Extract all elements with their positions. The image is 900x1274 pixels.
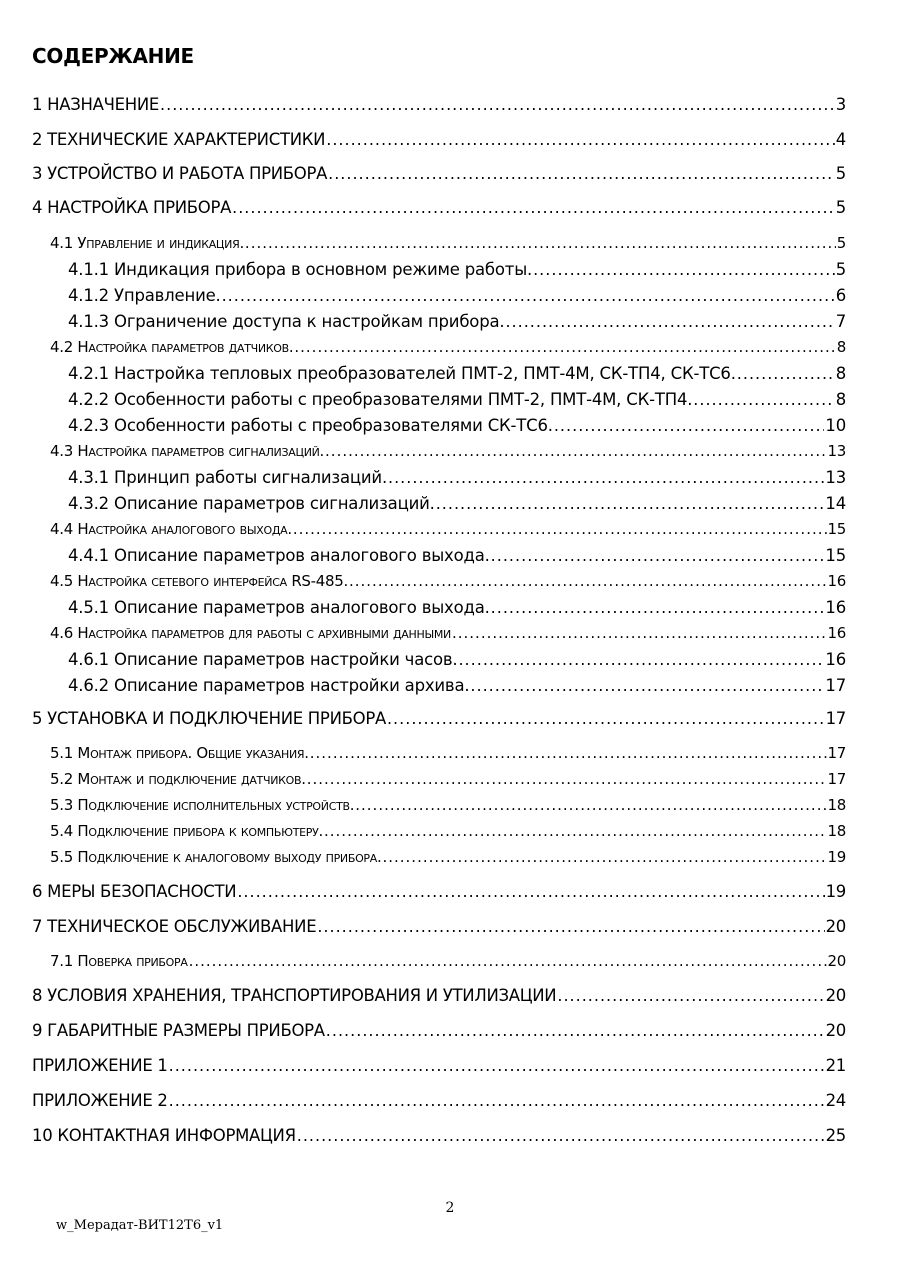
toc-entry-title: 5 УСТАНОВКА И ПОДКЛЮЧЕНИЕ ПРИБОРА (32, 709, 386, 728)
toc-entry-title: 5.1 Монтаж прибора. Общие указания. (50, 744, 309, 762)
toc-dot-leader (452, 624, 827, 642)
toc-entry-page: 20 (827, 952, 846, 970)
toc-entry[interactable] (68, 650, 846, 669)
toc-entry[interactable] (32, 1056, 846, 1075)
toc-entry-title: 4.3.2 Описание параметров сигнализаций. (68, 494, 435, 513)
toc-entry[interactable] (68, 390, 846, 409)
toc-entry-page: 15 (825, 546, 846, 565)
toc-entry[interactable] (68, 312, 846, 331)
toc-entry-page: 15 (827, 520, 846, 538)
toc-entry-page: 5 (836, 234, 846, 252)
toc-entry-page: 19 (825, 882, 846, 901)
toc-entry-page: 20 (825, 917, 846, 936)
toc-dot-leader (297, 1126, 825, 1145)
toc-dot-leader (324, 822, 827, 840)
toc-entry-title: 4.4.1 Описание параметров аналогового выхода. (68, 546, 490, 565)
toc-entry-page: 19 (827, 848, 846, 866)
toc-entry-page: 8 (836, 338, 846, 356)
toc-entry-title: 4.3 Настройка параметров сигнализаций. (50, 442, 325, 460)
toc-entry-page: 8 (835, 390, 846, 409)
page-number: 2 (445, 1200, 455, 1216)
toc-entry-page: 17 (825, 676, 846, 695)
toc-entry[interactable] (50, 572, 846, 590)
toc-entry[interactable] (68, 598, 846, 617)
toc-entry-title: 7 ТЕХНИЧЕСКОЕ ОБСЛУЖИВАНИЕ (32, 917, 317, 936)
toc-dot-leader (294, 338, 835, 356)
toc-entry-title: ПРИЛОЖЕНИЕ 2 (32, 1091, 168, 1110)
toc-entry-title: 7.1 Поверка прибора (50, 952, 188, 970)
toc-entry[interactable] (32, 986, 846, 1005)
toc-dot-leader (533, 260, 835, 279)
toc-entry-page: 17 (827, 744, 846, 762)
toc-entry-page: 6 (835, 286, 846, 305)
toc-entry-page: 5 (835, 198, 846, 217)
toc-entry-title: 4.3.1 Принцип работы сигнализаций. (68, 468, 387, 487)
toc-entry-title: 4.2.2 Особенности работы с преобразователями ПМТ-2, ПМТ-4М, СК-ТП4. (68, 390, 693, 409)
toc-title: СОДЕРЖАНИЕ (32, 44, 194, 68)
toc-entry[interactable] (32, 1021, 846, 1040)
toc-entry-page: 7 (835, 312, 846, 331)
toc-dot-leader (325, 442, 826, 460)
toc-entry[interactable] (32, 198, 846, 217)
toc-entry-page: 17 (827, 770, 846, 788)
toc-entry-page: 14 (825, 494, 846, 513)
toc-entry-page: 5 (835, 260, 846, 279)
toc-dot-leader (355, 796, 826, 814)
toc-dot-leader (349, 572, 827, 590)
toc-entry[interactable] (68, 364, 846, 383)
toc-entry-page: 16 (827, 572, 846, 590)
toc-entry-page: 16 (825, 598, 846, 617)
toc-entry[interactable] (50, 338, 846, 356)
toc-entry-title: 3 УСТРОЙСТВО И РАБОТА ПРИБОРА (32, 164, 328, 183)
toc-entry-page: 8 (835, 364, 846, 383)
toc-entry-page: 25 (825, 1126, 846, 1145)
toc-entry-title: 4.6.2 Описание параметров настройки архива. (68, 676, 470, 695)
toc-entry-page: 18 (827, 822, 846, 840)
toc-entry[interactable] (50, 952, 846, 970)
toc-entry[interactable] (32, 882, 846, 901)
toc-dot-leader (382, 848, 826, 866)
toc-entry[interactable] (50, 744, 846, 762)
toc-entry-title: 4.2.1 Настройка тепловых преобразователей ПМТ-2, ПМТ-4М, СК-ТП4, СК-ТС6. (68, 364, 736, 383)
toc-entry[interactable] (50, 624, 846, 642)
toc-entry-title: 4.1.1 Индикация прибора в основном режиме работы. (68, 260, 533, 279)
toc-dot-leader (326, 1021, 825, 1040)
toc-entry[interactable] (50, 848, 846, 866)
toc-entry-title: 10 КОНТАКТНАЯ ИНФОРМАЦИЯ (32, 1126, 296, 1145)
toc-entry[interactable] (50, 234, 846, 252)
toc-entry-title: 4.2 Настройка параметров датчиков. (50, 338, 294, 356)
toc-dot-leader (317, 917, 824, 936)
toc-entry-page: 13 (827, 442, 846, 460)
toc-entry[interactable] (68, 546, 846, 565)
toc-entry[interactable] (50, 770, 846, 788)
toc-entry[interactable] (50, 520, 846, 538)
toc-dot-leader (436, 494, 825, 513)
toc-dot-leader (189, 952, 827, 970)
toc-entry[interactable] (68, 676, 846, 695)
toc-entry-page: 18 (827, 796, 846, 814)
toc-entry-title: 4.6.1 Описание параметров настройки часов. (68, 650, 458, 669)
toc-entry-title: 4.1.3 Ограничение доступа к настройкам прибора. (68, 312, 505, 331)
toc-entry[interactable] (32, 95, 846, 114)
toc-entry-page: 20 (825, 1021, 846, 1040)
toc-entry-title: 4.1 Управление и индикация. (50, 234, 244, 252)
toc-dot-leader (693, 390, 834, 409)
toc-entry-page: 3 (835, 95, 846, 114)
toc-dot-leader (458, 650, 824, 669)
toc-dot-leader (557, 986, 824, 1005)
toc-dot-leader (307, 770, 827, 788)
toc-dot-leader (160, 95, 835, 114)
toc-dot-leader (387, 709, 825, 728)
toc-entry[interactable] (32, 709, 846, 728)
toc-dot-leader (293, 520, 827, 538)
toc-entry[interactable] (68, 494, 846, 513)
toc-entry-title: 4.2.3 Особенности работы с преобразователями СК-ТС6. (68, 416, 553, 435)
toc-entry[interactable] (68, 468, 846, 487)
toc-entry-page: 5 (835, 164, 846, 183)
toc-entry-page: 17 (825, 709, 846, 728)
toc-entry-title: 6 МЕРЫ БЕЗОПАСНОСТИ (32, 882, 237, 901)
toc-entry[interactable] (32, 130, 846, 149)
toc-dot-leader (554, 416, 825, 435)
toc-entry[interactable] (50, 796, 846, 814)
toc-dot-leader (222, 286, 835, 305)
toc-dot-leader (232, 198, 835, 217)
toc-entry-title: 4.6 Настройка параметров для работы с архивными данными (50, 624, 451, 642)
toc-entry-title: 1 НАЗНАЧЕНИЕ (32, 95, 160, 114)
toc-entry[interactable] (68, 260, 846, 279)
toc-entry[interactable] (50, 442, 846, 460)
toc-entry-page: 13 (825, 468, 846, 487)
toc-dot-leader (169, 1091, 825, 1110)
toc-entry[interactable] (50, 822, 846, 840)
toc-dot-leader (326, 130, 835, 149)
toc-dot-leader (310, 744, 827, 762)
toc-dot-leader (737, 364, 835, 383)
toc-entry[interactable] (32, 1126, 846, 1145)
toc-entry-page: 21 (825, 1056, 846, 1075)
toc-entry[interactable] (68, 286, 846, 305)
toc-entry-page: 16 (827, 624, 846, 642)
toc-entry-title: ПРИЛОЖЕНИЕ 1 (32, 1056, 168, 1075)
toc-entry-title: 5.4 Подключение прибора к компьютеру. (50, 822, 323, 840)
toc-dot-leader (505, 312, 834, 331)
toc-dot-leader (470, 676, 824, 695)
toc-entry-title: 5.5 Подключение к аналоговому выходу прибора. (50, 848, 382, 866)
toc-dot-leader (491, 598, 825, 617)
toc-entry[interactable] (32, 917, 846, 936)
toc-entry-title: 4 НАСТРОЙКА ПРИБОРА (32, 198, 232, 217)
toc-dot-leader (491, 546, 825, 565)
toc-entry-title: 5.3 Подключение исполнительных устройств. (50, 796, 355, 814)
toc-entry-title: 9 ГАБАРИТНЫЕ РАЗМЕРЫ ПРИБОРА (32, 1021, 325, 1040)
toc-entry-title: 2 ТЕХНИЧЕСКИЕ ХАРАКТЕРИСТИКИ (32, 130, 326, 149)
toc-entry-page: 16 (825, 650, 846, 669)
toc-dot-leader (237, 882, 824, 901)
toc-dot-leader (328, 164, 835, 183)
toc-dot-leader (169, 1056, 825, 1075)
toc-entry-title: 4.4 Настройка аналогового выхода. (50, 520, 292, 538)
document-id: w_Мерадат-ВИТ12Т6_v1 (56, 1218, 224, 1233)
toc-entry-page: 24 (825, 1091, 846, 1110)
toc-entry[interactable] (32, 1091, 846, 1110)
toc-entry-title: 4.5.1 Описание параметров аналогового выхода. (68, 598, 490, 617)
toc-entry[interactable] (32, 164, 846, 183)
toc-entry-title: 5.2 Монтаж и подключение датчиков. (50, 770, 306, 788)
toc-entry-page: 4 (835, 130, 846, 149)
toc-entry-page: 10 (825, 416, 846, 435)
toc-entry-title: 4.5 Настройка сетевого интерфейса RS-485. (50, 572, 348, 590)
toc-entry-page: 20 (825, 986, 846, 1005)
toc-dot-leader (245, 234, 836, 252)
toc-entry-title: 4.1.2 Управление. (68, 286, 221, 305)
toc-entry-title: 8 УСЛОВИЯ ХРАНЕНИЯ, ТРАНСПОРТИРОВАНИЯ И УТИЛИЗАЦИИ (32, 986, 557, 1005)
toc-dot-leader (388, 468, 824, 487)
toc-entry[interactable] (68, 416, 846, 435)
